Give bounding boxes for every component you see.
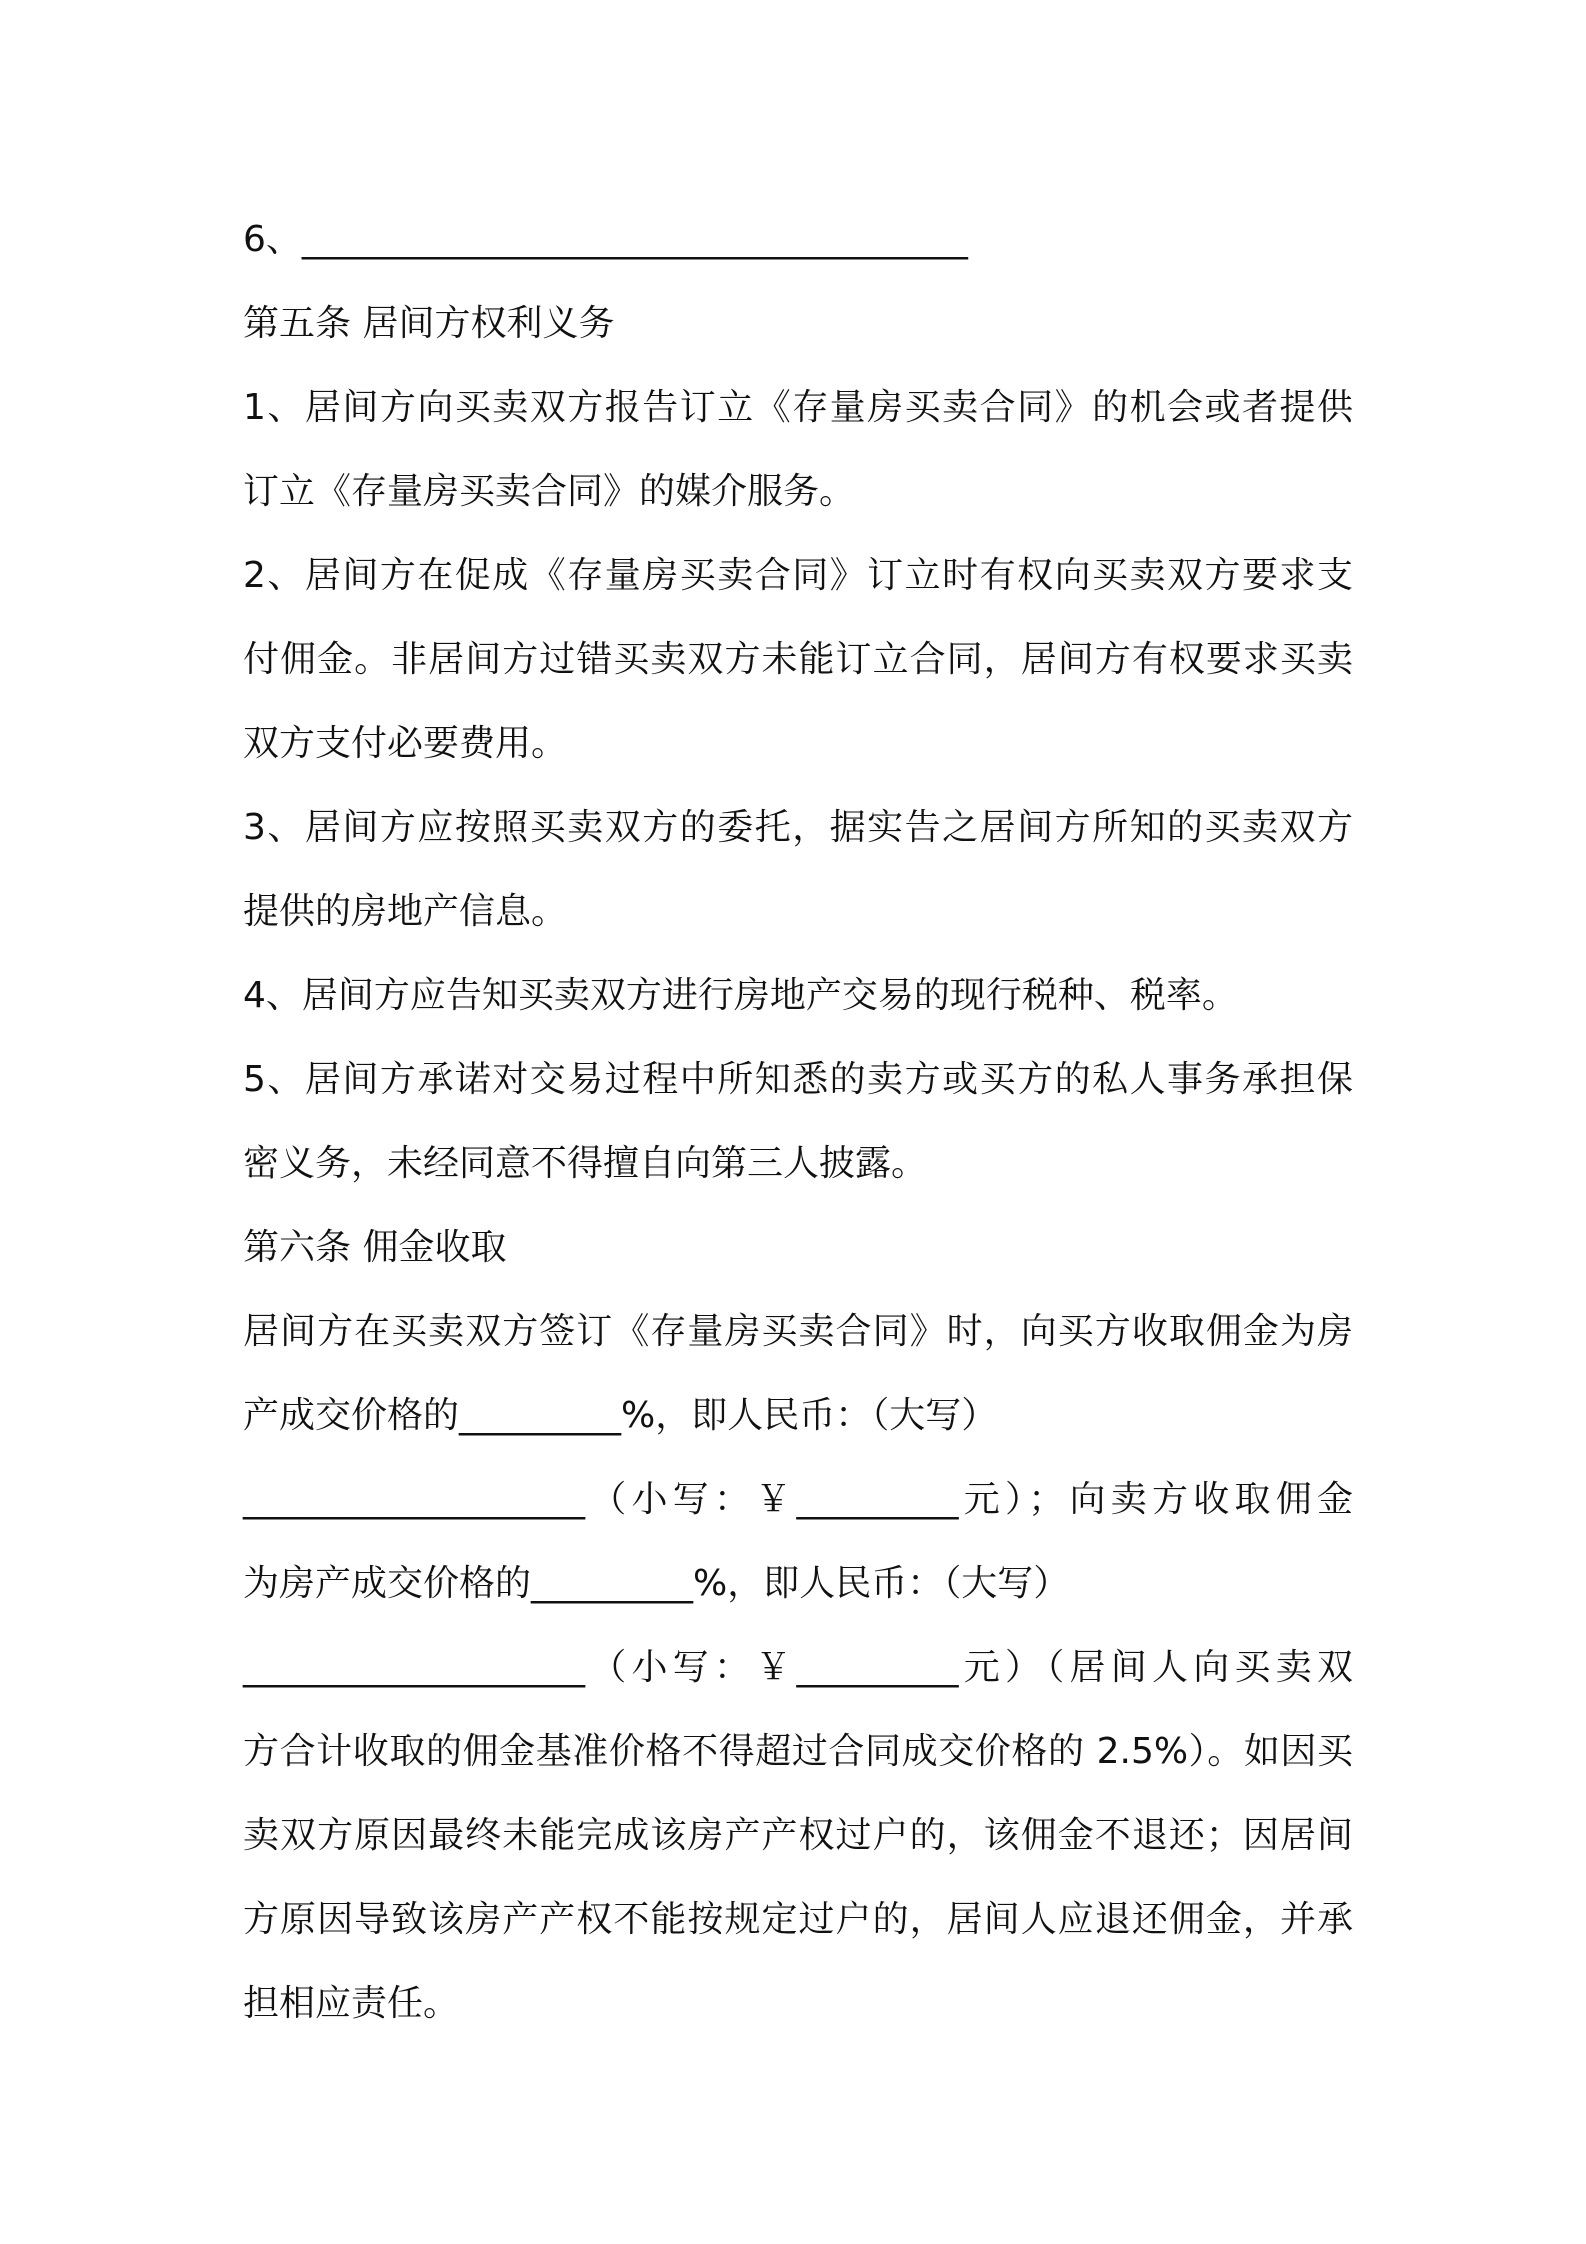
- text-line: 5、居间方承诺对交易过程中所知悉的卖方或买方的私人事务承担保: [243, 1059, 1353, 1100]
- text-line: 4、居间方应告知买卖双方进行房地产交易的现行税种、税率。: [243, 975, 1238, 1016]
- text-line: 付佣金。非居间方过错买卖双方未能订立合同，居间方有权要求买卖: [243, 639, 1353, 680]
- section-heading: 第六条 佣金收取: [243, 1227, 507, 1268]
- text-line: 提供的房地产信息。: [243, 891, 568, 932]
- text-line: 密义务，未经同意不得擅自向第三人披露。: [243, 1143, 928, 1184]
- text-line: 双方支付必要费用。: [243, 723, 568, 764]
- text-line: ___________________（小写：￥_________元）；向卖方收取佣金: [243, 1479, 1353, 1520]
- text-line: ___________________（小写：￥_________元）（居间人向买卖双: [243, 1647, 1353, 1688]
- text-line: 方原因导致该房产产权不能按规定过户的，居间人应退还佣金，并承: [243, 1899, 1353, 1940]
- text-line: 订立《存量房买卖合同》的媒介服务。: [243, 471, 856, 512]
- text-line: 2、居间方在促成《存量房买卖合同》订立时有权向买卖双方要求支: [243, 555, 1353, 596]
- text-line: 产成交价格的_________%，即人民币：（大写）: [243, 1395, 998, 1436]
- text-line: 6、_____________________________________: [243, 219, 968, 260]
- text-line: 3、居间方应按照买卖双方的委托，据实告之居间方所知的买卖双方: [243, 807, 1353, 848]
- text-line: 方合计收取的佣金基准价格不得超过合同成交价格的 2.5%）。如因买: [243, 1731, 1353, 1772]
- text-line: 担相应责任。: [243, 1983, 460, 2024]
- document-body: [243, 198, 1353, 2046]
- text-line: 卖双方原因最终未能完成该房产产权过户的，该佣金不退还；因居间: [243, 1815, 1353, 1856]
- text-line: 为房产成交价格的_________%，即人民币：（大写）: [243, 1563, 1070, 1604]
- section-heading: 第五条 居间方权利义务: [243, 303, 615, 344]
- text-line: 居间方在买卖双方签订《存量房买卖合同》时，向买方收取佣金为房: [243, 1311, 1353, 1352]
- text-line: 1、居间方向买卖双方报告订立《存量房买卖合同》的机会或者提供: [243, 387, 1353, 428]
